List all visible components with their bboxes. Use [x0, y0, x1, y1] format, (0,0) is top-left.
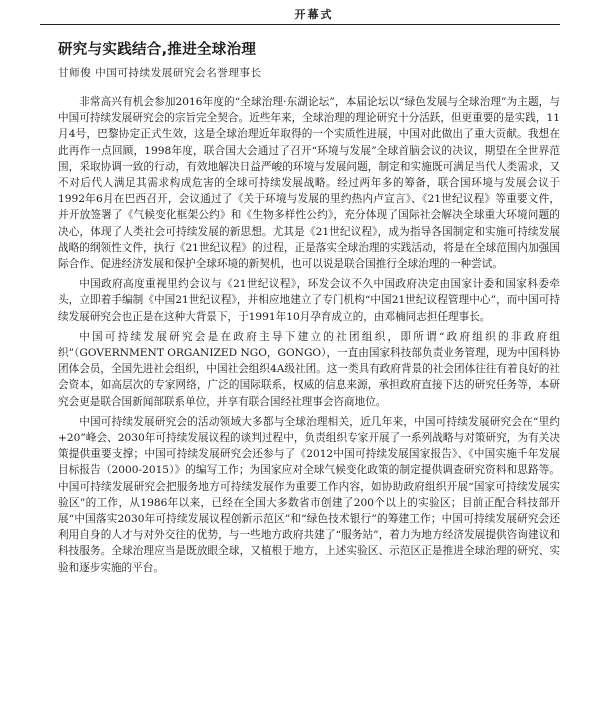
- paragraph-3: 中国可持续发展研究会是在政府主导下建立的社团组织，即所谓“政府组织的非政府组织”（GOVERNMENT ORGANIZED NGO，GONGO），一直由国家科技部负责业务管理，现为中国科协团体会员，全国先进社会组织，中国社会组织4A级社团。这一类具有政府背景的社会团体往往有着良好的社会资本，如高层次的专家网络，广泛的国际联系，权威的信息来源，承担政府直接下达的研究任务等，本研究会更是联合国新闻部联系单位，并享有联合国经社理事会咨商地位。: [58, 330, 560, 408]
- header-rule: [40, 24, 560, 25]
- paragraph-4: 中国可持续发展研究会的活动领域大多都与全球治理相关，近几年来，中国可持续发展研究会在“里约+20”峰会、2030年可持续发展议程的谈判过程中，负责组织专家开展了一系列战略与对策研究，为有关决策提供重要支撑；中国可持续发展研究会还参与了《2012中国可持续发展国家报告》、《中国实施千年发展目标报告（2000-2015）》的编写工作；为国家应对全球气候变化政策的制定提供调查研究资料和思路等。中国可持续发展研究会把服务地方可持续发展作为重要工作内容，如协助政府组织开展“国家可持续发展实验区”的工作，从1986年以来，已经在全国大多数省市创建了200个以上的实验区；目前正配合科技部开展“中国落实2030年可持续发展议程创新示范区”和“绿色技术银行”的筹建工作；中国可持续发展研究会还利用自身的人才与对外交往的优势，与一些地方政府共建了“服务站”，着力为地方经济发展提供咨询建议和科技服务。全球治理应当是既放眼全球，又植根于地方，上述实验区、示范区正是推进全球治理的研究、实验和逐步实施的平台。: [58, 415, 560, 574]
- running-header: [58, 0, 560, 22]
- article-title: 研究与实践结合,推进全球治理: [58, 42, 257, 58]
- section-label: 开幕式: [294, 8, 334, 21]
- paragraph-2: 中国政府高度重视里约会议与《21世纪议程》，环发会议不久中国政府决定由国家计委和国家科委牵头，立即着手编制《中国21世纪议程》，并相应地建立了专门机构“中国21世纪议程管理中心”，而中国可持续发展研究会也正是在这种大背景下，于1991年10月孕育成立的，由邓楠同志担任理事长。: [58, 278, 560, 323]
- paragraph-1: 非常高兴有机会参加2016年度的“全球治理·东湖论坛”，本届论坛以“绿色发展与全球治理”为主题，与中国可持续发展研究会的宗旨完全契合。近些年来，全球治理的理论研究十分活跃，但更重要的是实践，11月4号，巴黎协定正式生效，这是全球治理近年取得的一个实质性进展，中国对此做出了重大贡献。我想在此再作一点回顾，1998年度，联合国大会通过了召开“环境与发展”全球首脑会议的决议，期望在全世界范围，采取协调一致的行动，有效地解决日益严峻的环境与发展问题，制定和实施既可满足当代人类需求，又不对后代人满足其需求构成危害的全球可持续发展战略。经过两年多的筹备，联合国环境与发展会议于1992年6月在巴西召开，会议通过了《关于环境与发展的里约热内卢宣言》、《21世纪议程》等重要文件，并开放签署了《气候变化框架公约》和《生物多样性公约》，充分体现了国际社会解决全球重大环境问题的决心，体现了人类社会可持续发展的新思想。尤其是《21世纪议程》，成为指导各国制定和实施可持续发展战略的纲领性文件，执行《21世纪议程》的过程，正是落实全球治理的实践活动，将是在全球范围内加强国际合作、促进经济发展和保护全球环境的新契机，也可以说是联合国推行全球治理的一种尝试。: [58, 96, 560, 271]
- article-byline: 甘师俊 中国可持续发展研究会名誉理事长: [58, 67, 262, 79]
